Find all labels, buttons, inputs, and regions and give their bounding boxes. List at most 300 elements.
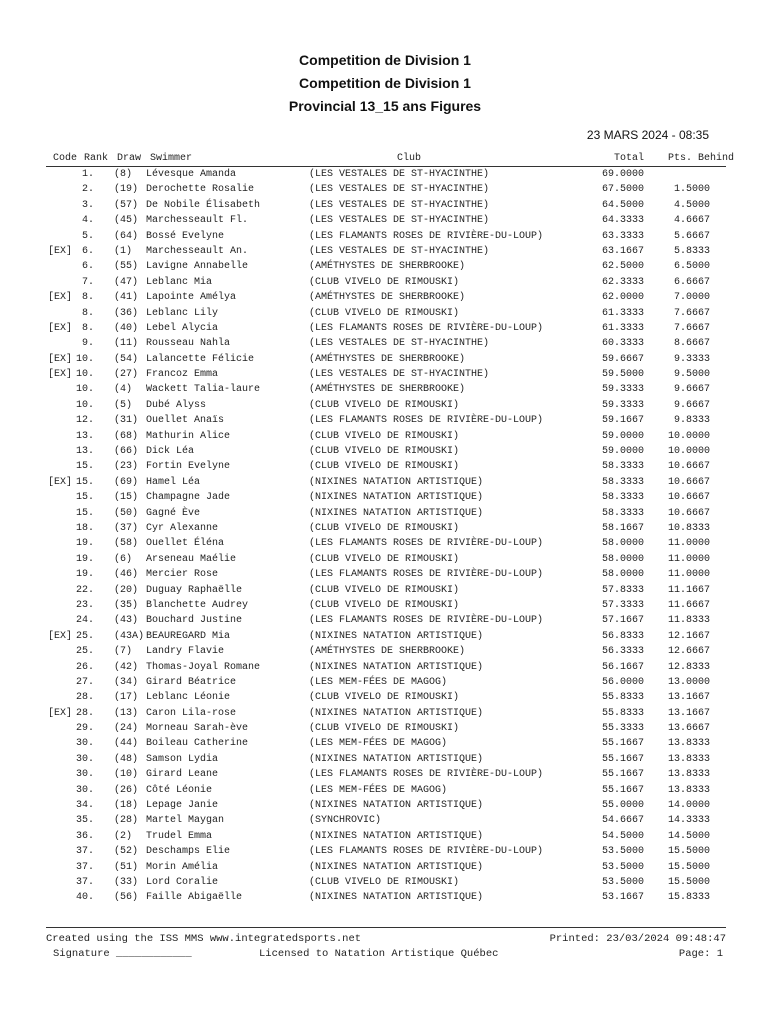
row-pts-behind: 4.6667 <box>673 215 710 227</box>
row-club: (LES VESTALES DE ST-HYACINTHE) <box>309 215 490 227</box>
row-rank: 15. <box>75 507 94 519</box>
table-row <box>0 183 770 198</box>
row-club: (NIXINES NATATION ARTISTIQUE) <box>309 630 484 642</box>
row-club: (NIXINES NATATION ARTISTIQUE) <box>309 492 484 504</box>
row-draw-number: (31) <box>114 415 139 427</box>
row-swimmer-name: Hamel Léa <box>146 476 201 488</box>
row-total: 59.0000 <box>601 446 644 458</box>
row-draw-number: (37) <box>114 522 139 534</box>
row-rank: 19. <box>75 569 94 581</box>
row-club: (LES VESTALES DE ST-HYACINTHE) <box>309 184 490 196</box>
row-total: 55.8333 <box>601 707 644 719</box>
table-row <box>0 260 770 275</box>
row-swimmer-name: Arseneau Maélie <box>146 553 237 565</box>
row-draw-number: (42) <box>114 661 139 673</box>
row-draw-number: (56) <box>114 892 139 904</box>
column-header-draw: Draw <box>117 153 142 164</box>
row-club: (CLUB VIVELO DE RIMOUSKI) <box>309 461 460 473</box>
row-pts-behind: 13.8333 <box>667 769 710 781</box>
row-pts-behind: 9.8333 <box>673 415 710 427</box>
row-club: (CLUB VIVELO DE RIMOUSKI) <box>309 446 460 458</box>
row-code: [EX] <box>48 322 73 334</box>
printed-timestamp: Printed: 23/03/2024 09:48:47 <box>549 933 726 945</box>
row-swimmer-name: Faille Abigaëlle <box>146 892 243 904</box>
row-pts-behind: 10.6667 <box>667 507 710 519</box>
row-total: 58.0000 <box>601 569 644 581</box>
row-rank: 30. <box>75 753 94 765</box>
table-row <box>0 168 770 183</box>
row-total: 69.0000 <box>601 169 644 180</box>
row-pts-behind: 10.0000 <box>667 430 710 442</box>
table-row <box>0 722 770 737</box>
row-swimmer-name: Dick Léa <box>146 446 195 458</box>
row-club: (CLUB VIVELO DE RIMOUSKI) <box>309 876 460 888</box>
row-rank: 37. <box>75 846 94 858</box>
table-row <box>0 491 770 506</box>
document-title-1: Competition de Division 1 <box>299 52 471 68</box>
row-rank: 35. <box>75 815 94 827</box>
row-draw-number: (33) <box>114 876 139 888</box>
table-row <box>0 414 770 429</box>
table-row <box>0 784 770 799</box>
row-total: 57.3333 <box>601 599 644 611</box>
row-pts-behind: 15.5000 <box>667 846 710 858</box>
row-swimmer-name: Gagné Ève <box>146 507 201 519</box>
row-rank: 37. <box>75 876 94 888</box>
row-total: 59.0000 <box>601 430 644 442</box>
table-row <box>0 661 770 676</box>
table-row <box>0 399 770 414</box>
row-rank: 9. <box>81 338 94 350</box>
table-row <box>0 337 770 352</box>
row-code: [EX] <box>48 369 73 381</box>
row-rank: 10. <box>75 353 94 365</box>
table-row <box>0 553 770 568</box>
row-total: 53.5000 <box>601 861 644 873</box>
table-row <box>0 445 770 460</box>
row-pts-behind: 13.1667 <box>667 692 710 704</box>
row-rank: 36. <box>75 830 94 842</box>
row-total: 59.3333 <box>601 384 644 396</box>
row-pts-behind: 10.0000 <box>667 446 710 458</box>
row-club: (LES FLAMANTS ROSES DE RIVIÈRE-DU-LOUP) <box>309 538 544 550</box>
row-swimmer-name: Mercier Rose <box>146 569 219 581</box>
table-row <box>0 707 770 722</box>
row-swimmer-name: Samson Lydia <box>146 753 219 765</box>
row-club: (LES VESTALES DE ST-HYACINTHE) <box>309 245 490 257</box>
row-club: (CLUB VIVELO DE RIMOUSKI) <box>309 430 460 442</box>
row-pts-behind: 10.6667 <box>667 461 710 473</box>
table-row <box>0 799 770 814</box>
table-row <box>0 537 770 552</box>
row-swimmer-name: Derochette Rosalie <box>146 184 255 196</box>
row-club: (LES VESTALES DE ST-HYACINTHE) <box>309 369 490 381</box>
row-swimmer-name: Deschamps Elie <box>146 846 231 858</box>
row-draw-number: (43A) <box>114 630 145 642</box>
row-pts-behind: 1.5000 <box>673 184 710 196</box>
row-total: 64.3333 <box>601 215 644 227</box>
row-rank: 10. <box>75 369 94 381</box>
row-draw-number: (8) <box>114 169 133 180</box>
row-swimmer-name: Lévesque Amanda <box>146 169 237 180</box>
row-draw-number: (11) <box>114 338 139 350</box>
row-draw-number: (54) <box>114 353 139 365</box>
row-swimmer-name: BEAUREGARD Mia <box>146 630 231 642</box>
row-swimmer-name: Girard Béatrice <box>146 676 237 688</box>
row-club: (LES FLAMANTS ROSES DE RIVIÈRE-DU-LOUP) <box>309 569 544 581</box>
row-draw-number: (50) <box>114 507 139 519</box>
license-text: Licensed to Natation Artistique Québec <box>259 948 499 960</box>
row-club: (AMÉTHYSTES DE SHERBROOKE) <box>309 353 466 365</box>
column-header-total: Total <box>613 153 644 164</box>
row-total: 60.3333 <box>601 338 644 350</box>
table-row <box>0 307 770 322</box>
row-club: (AMÉTHYSTES DE SHERBROOKE) <box>309 384 466 396</box>
row-total: 67.5000 <box>601 184 644 196</box>
row-total: 58.1667 <box>601 522 644 534</box>
row-swimmer-name: Lapointe Amélya <box>146 292 237 304</box>
row-swimmer-name: Lepage Janie <box>146 800 219 812</box>
table-row <box>0 230 770 245</box>
row-total: 62.0000 <box>601 292 644 304</box>
row-rank: 19. <box>75 538 94 550</box>
row-draw-number: (20) <box>114 584 139 596</box>
table-row <box>0 430 770 445</box>
column-header-code: Code <box>53 153 78 164</box>
row-pts-behind: 15.5000 <box>667 876 710 888</box>
table-row <box>0 737 770 752</box>
row-pts-behind: 9.5000 <box>673 369 710 381</box>
results-table <box>0 168 770 907</box>
row-pts-behind: 13.8333 <box>667 784 710 796</box>
row-code: [EX] <box>48 630 73 642</box>
row-swimmer-name: Leblanc Lily <box>146 307 219 319</box>
column-header-pts-behind: Pts. Behind <box>667 153 734 164</box>
row-total: 64.5000 <box>601 199 644 211</box>
row-rank: 24. <box>75 615 94 627</box>
table-row <box>0 814 770 829</box>
row-club: (AMÉTHYSTES DE SHERBROOKE) <box>309 646 466 658</box>
table-row <box>0 476 770 491</box>
table-row <box>0 630 770 645</box>
row-club: (LES MEM-FÉES DE MAGOG) <box>309 784 448 796</box>
row-draw-number: (13) <box>114 707 139 719</box>
row-rank: 15. <box>75 492 94 504</box>
row-swimmer-name: Champagne Jade <box>146 492 231 504</box>
row-rank: 6. <box>81 261 94 273</box>
row-pts-behind: 11.0000 <box>667 553 710 565</box>
row-pts-behind: 15.5000 <box>667 861 710 873</box>
row-draw-number: (35) <box>114 599 139 611</box>
page-number: Page: 1 <box>678 948 723 960</box>
row-total: 63.1667 <box>601 245 644 257</box>
row-swimmer-name: Martel Maygan <box>146 815 225 827</box>
row-rank: 10. <box>75 384 94 396</box>
table-row <box>0 676 770 691</box>
table-row <box>0 584 770 599</box>
table-row <box>0 768 770 783</box>
row-draw-number: (58) <box>114 538 139 550</box>
row-total: 59.1667 <box>601 415 644 427</box>
table-row <box>0 599 770 614</box>
row-swimmer-name: Ouellet Anaïs <box>146 415 225 427</box>
row-pts-behind: 11.8333 <box>667 615 710 627</box>
row-swimmer-name: Fortin Evelyne <box>146 461 231 473</box>
row-pts-behind: 13.8333 <box>667 738 710 750</box>
row-draw-number: (15) <box>114 492 139 504</box>
row-rank: 13. <box>75 430 94 442</box>
table-row <box>0 322 770 337</box>
row-total: 53.1667 <box>601 892 644 904</box>
column-header-club: Club <box>397 153 422 164</box>
row-swimmer-name: Ouellet Éléna <box>146 538 225 550</box>
row-swimmer-name: Morneau Sarah-ève <box>146 723 249 735</box>
row-club: (CLUB VIVELO DE RIMOUSKI) <box>309 584 460 596</box>
column-header-rank: Rank <box>84 153 109 164</box>
row-club: (LES VESTALES DE ST-HYACINTHE) <box>309 199 490 211</box>
row-rank: 15. <box>75 476 94 488</box>
row-swimmer-name: Trudel Emma <box>146 830 213 842</box>
row-pts-behind: 6.5000 <box>673 261 710 273</box>
row-draw-number: (40) <box>114 322 139 334</box>
row-club: (CLUB VIVELO DE RIMOUSKI) <box>309 692 460 704</box>
row-pts-behind: 12.8333 <box>667 661 710 673</box>
row-draw-number: (5) <box>114 399 133 411</box>
row-rank: 13. <box>75 446 94 458</box>
row-total: 54.5000 <box>601 830 644 842</box>
row-draw-number: (68) <box>114 430 139 442</box>
row-draw-number: (47) <box>114 276 139 288</box>
table-row <box>0 568 770 583</box>
row-rank: 25. <box>75 646 94 658</box>
table-row <box>0 507 770 522</box>
row-swimmer-name: De Nobile Élisabeth <box>146 199 261 211</box>
row-draw-number: (27) <box>114 369 139 381</box>
row-swimmer-name: Dubé Alyss <box>146 399 207 411</box>
row-total: 54.6667 <box>601 815 644 827</box>
row-club: (LES FLAMANTS ROSES DE RIVIÈRE-DU-LOUP) <box>309 415 544 427</box>
row-draw-number: (23) <box>114 461 139 473</box>
table-row <box>0 214 770 229</box>
row-swimmer-name: Bouchard Justine <box>146 615 243 627</box>
row-rank: 34. <box>75 800 94 812</box>
row-swimmer-name: Landry Flavie <box>146 646 225 658</box>
table-row <box>0 199 770 214</box>
row-rank: 22. <box>75 584 94 596</box>
row-club: (LES MEM-FÉES DE MAGOG) <box>309 738 448 750</box>
row-rank: 30. <box>75 738 94 750</box>
table-row <box>0 845 770 860</box>
row-pts-behind: 11.0000 <box>667 569 710 581</box>
row-club: (CLUB VIVELO DE RIMOUSKI) <box>309 599 460 611</box>
row-swimmer-name: Cyr Alexanne <box>146 522 219 534</box>
table-row <box>0 753 770 768</box>
row-draw-number: (48) <box>114 753 139 765</box>
row-rank: 1. <box>81 169 94 180</box>
row-code: [EX] <box>48 707 73 719</box>
table-row <box>0 861 770 876</box>
row-draw-number: (41) <box>114 292 139 304</box>
row-pts-behind: 9.6667 <box>673 384 710 396</box>
row-draw-number: (55) <box>114 261 139 273</box>
row-swimmer-name: Leblanc Léonie <box>146 692 231 704</box>
row-code: [EX] <box>48 292 73 304</box>
row-total: 55.1667 <box>601 738 644 750</box>
table-row <box>0 368 770 383</box>
row-rank: 25. <box>75 630 94 642</box>
table-row <box>0 691 770 706</box>
row-pts-behind: 10.6667 <box>667 476 710 488</box>
row-draw-number: (45) <box>114 215 139 227</box>
row-rank: 7. <box>81 276 94 288</box>
row-total: 56.8333 <box>601 630 644 642</box>
row-total: 58.3333 <box>601 461 644 473</box>
row-total: 57.1667 <box>601 615 644 627</box>
table-row <box>0 276 770 291</box>
row-total: 59.5000 <box>601 369 644 381</box>
row-total: 58.3333 <box>601 476 644 488</box>
row-total: 55.1667 <box>601 769 644 781</box>
row-rank: 26. <box>75 661 94 673</box>
table-row <box>0 876 770 891</box>
row-pts-behind: 9.6667 <box>673 399 710 411</box>
row-total: 62.5000 <box>601 261 644 273</box>
row-total: 55.3333 <box>601 723 644 735</box>
row-draw-number: (57) <box>114 199 139 211</box>
row-club: (CLUB VIVELO DE RIMOUSKI) <box>309 522 460 534</box>
row-swimmer-name: Boileau Catherine <box>146 738 249 750</box>
row-pts-behind: 13.8333 <box>667 753 710 765</box>
row-club: (LES FLAMANTS ROSES DE RIVIÈRE-DU-LOUP) <box>309 846 544 858</box>
row-rank: 12. <box>75 415 94 427</box>
row-rank: 4. <box>81 215 94 227</box>
row-swimmer-name: Lalancette Félicie <box>146 353 255 365</box>
row-total: 58.3333 <box>601 492 644 504</box>
row-total: 55.0000 <box>601 800 644 812</box>
row-club: (SYNCHROVIC) <box>309 815 382 827</box>
row-club: (AMÉTHYSTES DE SHERBROOKE) <box>309 261 466 273</box>
row-total: 58.3333 <box>601 507 644 519</box>
row-draw-number: (44) <box>114 738 139 750</box>
row-pts-behind: 11.6667 <box>667 599 710 611</box>
row-swimmer-name: Bossé Evelyne <box>146 230 225 242</box>
row-rank: 8. <box>81 322 94 334</box>
row-total: 57.8333 <box>601 584 644 596</box>
row-total: 63.3333 <box>601 230 644 242</box>
row-swimmer-name: Morin Amélia <box>146 861 219 873</box>
table-row <box>0 291 770 306</box>
row-club: (LES FLAMANTS ROSES DE RIVIÈRE-DU-LOUP) <box>309 769 544 781</box>
row-draw-number: (2) <box>114 830 133 842</box>
row-pts-behind: 7.0000 <box>673 292 710 304</box>
row-rank: 8. <box>81 307 94 319</box>
row-rank: 8. <box>81 292 94 304</box>
row-draw-number: (1) <box>114 245 133 257</box>
row-swimmer-name: Rousseau Nahla <box>146 338 231 350</box>
row-pts-behind: 14.3333 <box>667 815 710 827</box>
row-rank: 37. <box>75 861 94 873</box>
row-club: (CLUB VIVELO DE RIMOUSKI) <box>309 307 460 319</box>
row-rank: 15. <box>75 461 94 473</box>
header-divider <box>46 166 726 167</box>
row-draw-number: (51) <box>114 861 139 873</box>
row-total: 53.5000 <box>601 876 644 888</box>
row-draw-number: (4) <box>114 384 133 396</box>
row-swimmer-name: Marchesseault Fl. <box>146 215 249 227</box>
row-pts-behind: 10.6667 <box>667 492 710 504</box>
row-draw-number: (10) <box>114 769 139 781</box>
row-club: (CLUB VIVELO DE RIMOUSKI) <box>309 276 460 288</box>
table-row <box>0 383 770 398</box>
table-row <box>0 891 770 906</box>
row-swimmer-name: Lebel Alycia <box>146 322 219 334</box>
row-club: (LES VESTALES DE ST-HYACINTHE) <box>309 338 490 350</box>
row-swimmer-name: Girard Leane <box>146 769 219 781</box>
row-total: 59.3333 <box>601 399 644 411</box>
row-pts-behind: 13.0000 <box>667 676 710 688</box>
row-pts-behind: 14.5000 <box>667 830 710 842</box>
row-swimmer-name: Blanchette Audrey <box>146 599 249 611</box>
row-club: (LES VESTALES DE ST-HYACINTHE) <box>309 169 490 180</box>
row-pts-behind: 12.6667 <box>667 646 710 658</box>
table-row <box>0 245 770 260</box>
row-swimmer-name: Wackett Talia-laure <box>146 384 261 396</box>
row-club: (NIXINES NATATION ARTISTIQUE) <box>309 892 484 904</box>
row-pts-behind: 9.3333 <box>673 353 710 365</box>
row-draw-number: (64) <box>114 230 139 242</box>
row-pts-behind: 14.0000 <box>667 800 710 812</box>
row-club: (NIXINES NATATION ARTISTIQUE) <box>309 661 484 673</box>
row-rank: 10. <box>75 399 94 411</box>
row-draw-number: (52) <box>114 846 139 858</box>
row-code: [EX] <box>48 353 73 365</box>
row-swimmer-name: Marchesseault An. <box>146 245 249 257</box>
row-swimmer-name: Caron Lila-rose <box>146 707 237 719</box>
column-header-swimmer: Swimmer <box>150 153 193 164</box>
row-draw-number: (66) <box>114 446 139 458</box>
row-draw-number: (6) <box>114 553 133 565</box>
row-total: 53.5000 <box>601 846 644 858</box>
row-club: (CLUB VIVELO DE RIMOUSKI) <box>309 399 460 411</box>
row-swimmer-name: Mathurin Alice <box>146 430 231 442</box>
row-swimmer-name: Francoz Emma <box>146 369 219 381</box>
row-club: (NIXINES NATATION ARTISTIQUE) <box>309 830 484 842</box>
row-total: 58.0000 <box>601 553 644 565</box>
row-rank: 18. <box>75 522 94 534</box>
row-total: 58.0000 <box>601 538 644 550</box>
row-pts-behind: 10.8333 <box>667 522 710 534</box>
event-date: 23 MARS 2024 - 08:35 <box>586 128 709 142</box>
row-draw-number: (18) <box>114 800 139 812</box>
row-rank: 28. <box>75 707 94 719</box>
row-club: (LES FLAMANTS ROSES DE RIVIÈRE-DU-LOUP) <box>309 615 544 627</box>
row-pts-behind: 11.0000 <box>667 538 710 550</box>
row-draw-number: (46) <box>114 569 139 581</box>
row-code: [EX] <box>48 476 73 488</box>
table-row <box>0 614 770 629</box>
row-club: (NIXINES NATATION ARTISTIQUE) <box>309 507 484 519</box>
row-total: 55.1667 <box>601 753 644 765</box>
row-swimmer-name: Leblanc Mia <box>146 276 213 288</box>
row-total: 61.3333 <box>601 322 644 334</box>
row-rank: 40. <box>75 892 94 904</box>
row-club: (NIXINES NATATION ARTISTIQUE) <box>309 861 484 873</box>
row-swimmer-name: Lord Coralie <box>146 876 219 888</box>
row-club: (NIXINES NATATION ARTISTIQUE) <box>309 753 484 765</box>
row-rank: 29. <box>75 723 94 735</box>
row-rank: 5. <box>81 230 94 242</box>
row-draw-number: (28) <box>114 815 139 827</box>
